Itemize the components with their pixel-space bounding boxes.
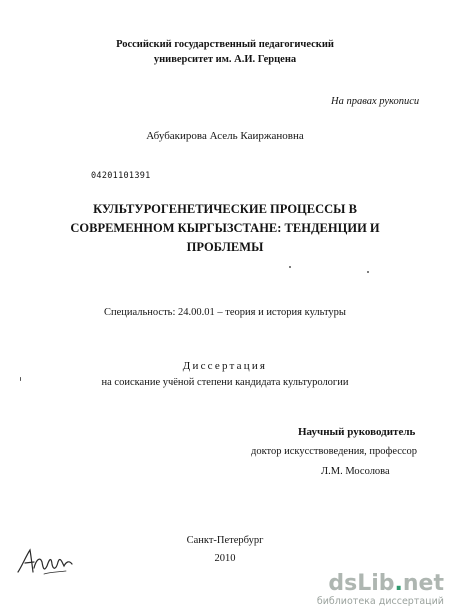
scan-speck: [367, 271, 369, 273]
logo-tld: net: [402, 571, 444, 596]
year: 2010: [214, 553, 236, 564]
supervisor-heading: Научный руководитель: [298, 426, 416, 438]
catalog-number: 04201101391: [91, 171, 151, 181]
title-line-2: СОВРЕМЕННОМ КЫРГЫЗСТАНЕ: ТЕНДЕНЦИИ И: [70, 221, 380, 235]
scan-speck: [20, 377, 21, 381]
author-name: Абубакирова Асель Каиржановна: [146, 130, 304, 142]
institution-line-2: университет им. А.И. Герцена: [153, 54, 297, 65]
title-line-1: КУЛЬТУРОГЕНЕТИЧЕСКИЕ ПРОЦЕССЫ В: [93, 202, 357, 216]
title-line-3: ПРОБЛЕМЫ: [186, 240, 264, 254]
institution-line-1: Российский государственный педагогический: [116, 39, 334, 50]
supervisor-name: Л.М. Мосолова: [321, 466, 390, 477]
degree-line: на соискание учёной степени кандидата культурологии: [101, 377, 349, 388]
manuscript-note: На правах рукописи: [331, 96, 420, 107]
dslib-watermark: [317, 572, 444, 608]
dissertation-label: Диссертация: [182, 360, 268, 372]
scan-speck: [289, 266, 291, 268]
supervisor-rank: доктор искусствоведения, профессор: [251, 446, 418, 457]
dslib-logo: [317, 572, 444, 596]
logo-dot: .: [394, 571, 403, 596]
watermark-subtitle: библиотека диссертаций: [316, 596, 444, 607]
city: Санкт-Петербург: [186, 535, 264, 546]
logo-main: dsLib: [328, 571, 395, 596]
handwritten-signature-icon: [14, 542, 78, 582]
specialty: Специальность: 24.00.01 – теория и история культуры: [103, 307, 346, 318]
